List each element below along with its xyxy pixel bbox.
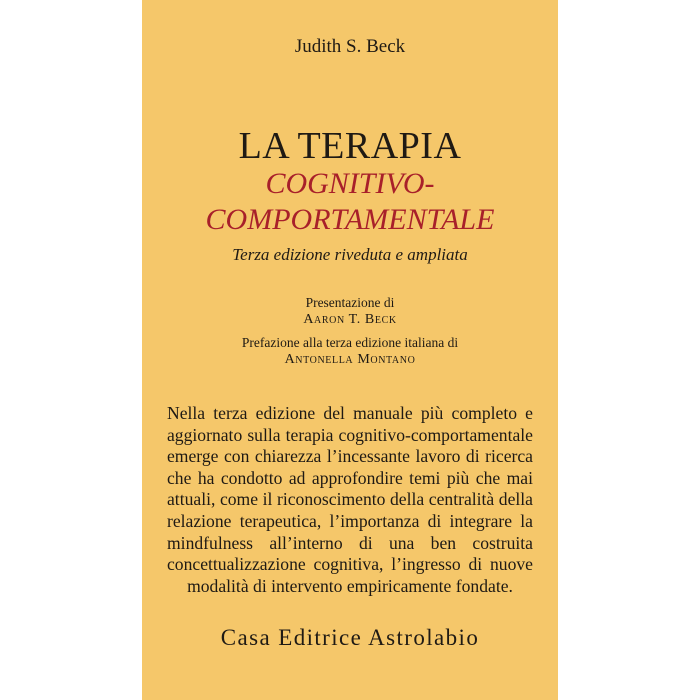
presentation-name: Aaron T. Beck (303, 312, 397, 327)
book-cover (142, 0, 558, 700)
title-line-1: LA TERAPIA (238, 125, 462, 167)
presentation-label: Presentazione di (305, 295, 395, 310)
publisher-name: Casa Editrice Astrolabio (220, 625, 480, 650)
author-name: Judith S. Beck (294, 36, 406, 57)
edition-subtitle: Terza edizione riveduta e ampliata (232, 245, 468, 264)
preface-label: Prefazione alla terza edizione italiana di (241, 335, 459, 350)
cover-blurb: Nella terza edizione del manuale più completo e aggiornato sulla terapia cognitivo-comportamentale emerge con chiarezza l’incessante lavoro di ricerca che ha condotto ad approfondire temi più che mai attuali, come il riconoscimento della centralità della relazione terapeutica, l’importanza di integrare la mindfulness all’interno di una ben costruita concettualizzazione cognitiva, l’ingresso di nuove modalità di intervento empiricamente fondate. (167, 403, 533, 596)
title-line-2: COGNITIVO- (265, 167, 435, 200)
title-line-3: COMPORTAMENTALE (205, 203, 495, 236)
preface-name: Antonella Montano (284, 352, 416, 367)
